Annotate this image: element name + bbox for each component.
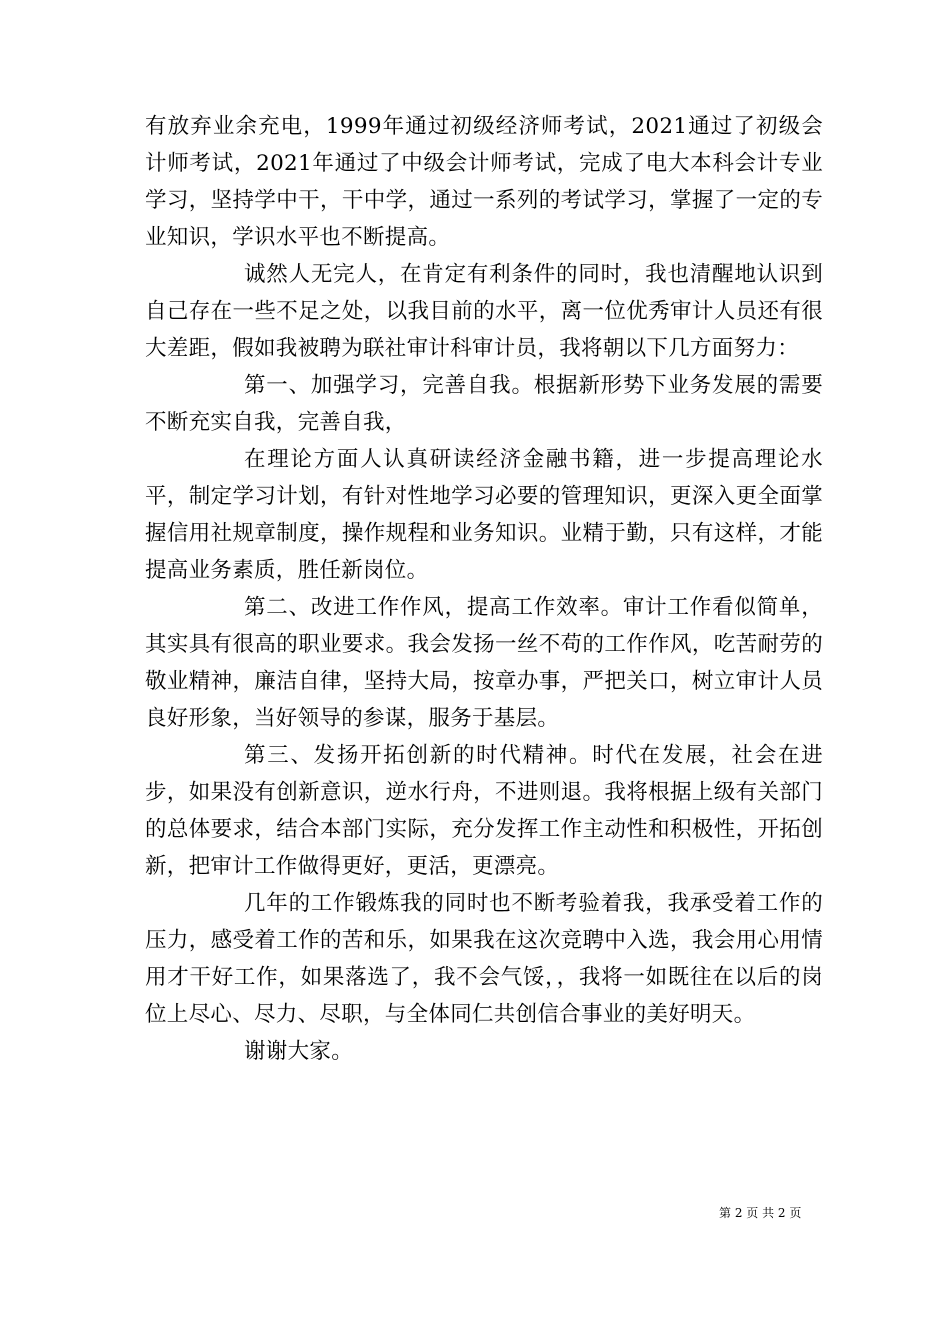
page-number: 第 2 页 共 2 页 bbox=[719, 1206, 802, 1220]
document-body bbox=[145, 108, 823, 1070]
paragraph: 有放弃业余充电，1999年通过初级经济师考试，2021通过了初级会计师考试，2021年通过了中级会计师考试，完成了电大本科会计专业学习，坚持学中干，干中学，通过一系列的考试学习，掌握了一定的专业知识，学识水平也不断提高。 bbox=[145, 114, 823, 250]
paragraph: 几年的工作锻炼我的同时也不断考验着我，我承受着工作的压力，感受着工作的苦和乐，如果我在这次竞聘中入选，我会用心用情用才干好工作，如果落选了，我不会气馁，，我将一如既往在以后的岗位上尽心、尽力、尽职，与全体同仁共创信合事业的美好明天。 bbox=[145, 891, 823, 1027]
paragraph: 诚然人无完人，在肯定有利条件的同时，我也清醒地认识到自己存在一些不足之处，以我目前的水平，离一位优秀审计人员还有很大差距，假如我被聘为联社审计科审计员，我将朝以下几方面努力： bbox=[145, 262, 823, 361]
paragraph: 第三、发扬开拓创新的时代精神。时代在发展，社会在进步，如果没有创新意识，逆水行舟，不进则退。我将根据上级有关部门的总体要求，结合本部门实际，充分发挥工作主动性和积极性，开拓创新，把审计工作做得更好，更活，更漂亮。 bbox=[145, 743, 823, 879]
closing-paragraph: 谢谢大家。 bbox=[244, 1039, 354, 1064]
paragraph: 第二、改进工作作风，提高工作效率。审计工作看似简单，其实具有很高的职业要求。我会发扬一丝不苟的工作作风，吃苦耐劳的敬业精神，廉洁自律，坚持大局，按章办事，严把关口，树立审计人员良好形象，当好领导的参谋，服务于基层。 bbox=[145, 595, 823, 731]
paragraph: 在理论方面人认真研读经济金融书籍，进一步提高理论水平，制定学习计划，有针对性地学习必要的管理知识，更深入更全面掌握信用社规章制度，操作规程和业务知识。业精于勤，只有这样，才能提高业务素质，胜任新岗位。 bbox=[145, 447, 823, 583]
paragraph: 第一、加强学习，完善自我。根据新形势下业务发展的需要不断充实自我，完善自我， bbox=[145, 373, 823, 435]
